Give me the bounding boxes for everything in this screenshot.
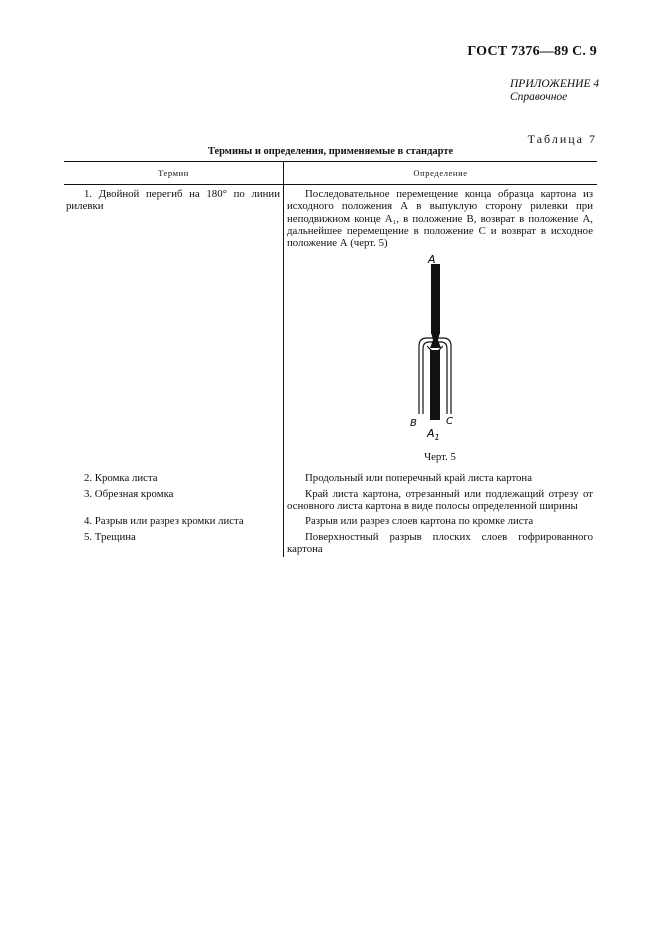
table-row-definition: Последовательное перемещение конца образца картона из исходного положения А в выпуклую сторону рилевки при неподвижном конце А₁, в положение В, возврат в положение А, дальнейшее перемещение в положение С и возврат в исходное положение А (черт. 5): [287, 188, 593, 250]
table-row-term: 5. Трещина: [84, 531, 136, 543]
table-title: Термины и определения, применяемые в стандарте: [207, 146, 454, 157]
table-column-divider: [283, 161, 284, 557]
strip-lower: [430, 350, 440, 420]
table-row-definition: Край листа картона, отрезанный или подлежащий отрезу от основного листа картона в виде полосы определенной ширины: [287, 488, 593, 513]
label-a1: [426, 427, 440, 442]
label-c: C: [446, 416, 453, 427]
standard-header: ГОСТ 7376—89 С. 9: [467, 44, 597, 59]
label-a1-main: A: [427, 427, 435, 440]
table-header-rule: [64, 184, 597, 185]
appendix-type: Справочное: [510, 91, 568, 103]
table-row-definition: Продольный или поперечный край листа картона: [305, 472, 532, 484]
table-row-term: 2. Кромка листа: [84, 472, 158, 484]
label-a1-sub: 1: [434, 433, 440, 442]
strip-twist: [430, 332, 441, 348]
strip-upper: [431, 264, 440, 334]
figure-double-bend: [405, 254, 465, 444]
fold-diagram: [405, 254, 465, 444]
table-row-definition: Разрыв или разрез слоев картона по кромке листа: [305, 515, 534, 527]
label-a: A: [428, 254, 436, 266]
table-row-term: 3. Обрезная кромка: [84, 488, 174, 500]
column-header-term: Термин: [158, 168, 189, 178]
figure-caption: Черт. 5: [424, 451, 456, 463]
table-row-term: 1. Двойной перегиб на 180° по линии рилевки: [66, 188, 280, 213]
table-top-rule: [64, 161, 597, 162]
table-row-definition: Поверхностный разрыв плоских слоев гофрированного картона: [287, 531, 593, 556]
table-label: Таблица 7: [527, 132, 597, 146]
appendix-title: ПРИЛОЖЕНИЕ 4: [510, 78, 600, 90]
table-row-term: 4. Разрыв или разрез кромки листа: [84, 515, 244, 527]
column-header-definition: Определение: [413, 168, 468, 178]
appendix-block: [510, 78, 599, 104]
label-b: B: [410, 418, 417, 429]
